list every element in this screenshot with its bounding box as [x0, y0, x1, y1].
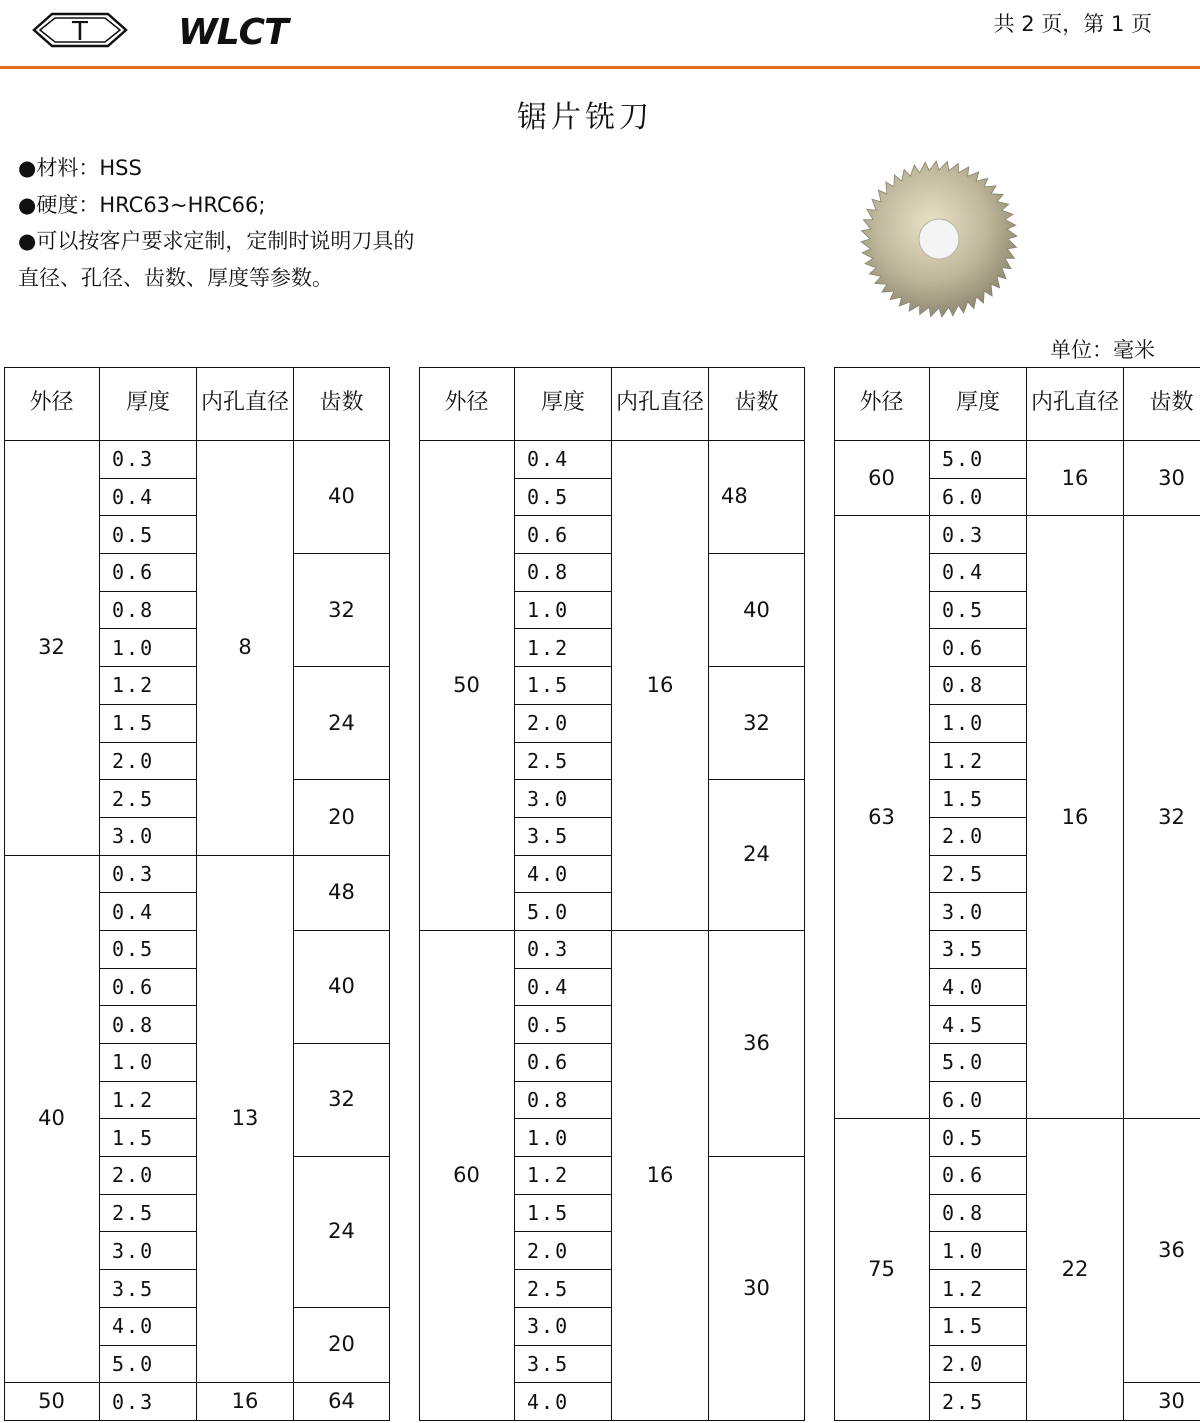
header-line: 厚度 [540, 390, 585, 416]
thickness-cell: 4.5 [930, 1006, 1027, 1044]
thickness-cell: 0.8 [515, 554, 612, 592]
thickness-cell: 3.5 [515, 818, 612, 856]
column-header-teeth [1124, 367, 1200, 441]
thickness-cell: 5.0 [930, 1044, 1027, 1082]
bore-diameter-cell: 16 [197, 1383, 294, 1421]
thickness-cell: 2.0 [100, 743, 197, 781]
logo-wordmark: WLCT [178, 12, 288, 53]
teeth-count-cell: 40 [294, 441, 390, 554]
teeth-count-cell: 20 [294, 780, 390, 855]
thickness-cell: 3.0 [100, 818, 197, 856]
teeth-count-cell: 36 [1124, 1119, 1200, 1383]
thickness-cell: 0.3 [100, 1383, 197, 1421]
column-header-outer-diameter [834, 367, 930, 441]
teeth-count-cell: 32 [294, 1044, 390, 1157]
teeth-count-cell: 30 [1124, 1383, 1200, 1421]
thickness-cell: 1.2 [515, 1157, 612, 1195]
header-line: 内孔 [200, 390, 245, 416]
thickness-cell: 1.5 [515, 1195, 612, 1233]
header-line: 齿数 [1149, 390, 1194, 416]
column-header-thickness [100, 367, 197, 441]
thickness-cell: 0.8 [100, 1006, 197, 1044]
column-header-teeth [294, 367, 390, 441]
thickness-cell: 1.2 [930, 743, 1027, 781]
teeth-count-cell: 24 [709, 780, 805, 931]
thickness-cell: 1.0 [930, 1232, 1027, 1270]
thickness-cell: 0.8 [515, 1082, 612, 1120]
bore-diameter-cell: 16 [1027, 441, 1124, 516]
header-line: 外径 [444, 390, 489, 416]
column-header-outer-diameter [4, 367, 100, 441]
thickness-cell: 0.6 [930, 629, 1027, 667]
column-header-bore-diameter [612, 367, 709, 441]
thickness-cell: 0.3 [930, 516, 1027, 554]
thickness-cell: 3.0 [515, 780, 612, 818]
thickness-cell: 1.0 [100, 629, 197, 667]
thickness-cell: 0.6 [515, 1044, 612, 1082]
outer-diameter-cell: 40 [4, 856, 100, 1384]
thickness-cell: 0.8 [100, 592, 197, 630]
teeth-count-cell: 32 [709, 667, 805, 780]
thickness-cell: 4.0 [930, 969, 1027, 1007]
thickness-cell: 0.5 [930, 592, 1027, 630]
bore-diameter-cell: 16 [1027, 516, 1124, 1119]
header-line: 直径 [245, 390, 290, 416]
thickness-cell: 2.5 [515, 1270, 612, 1308]
thickness-cell: 1.5 [100, 705, 197, 743]
teeth-count-cell: 36 [709, 931, 805, 1157]
thickness-cell: 0.4 [100, 479, 197, 517]
spec-custom-line1: ●可以按客户要求定制，定制时说明刀具的 [18, 229, 415, 253]
thickness-cell: 1.5 [930, 780, 1027, 818]
thickness-cell: 0.6 [515, 516, 612, 554]
thickness-cell: 4.0 [515, 1383, 612, 1421]
column-header-thickness [515, 367, 612, 441]
header-line: 外径 [859, 390, 904, 416]
outer-diameter-cell: 75 [834, 1119, 930, 1421]
header-line: 直径 [660, 390, 705, 416]
thickness-cell: 5.0 [930, 441, 1027, 479]
thickness-cell: 2.5 [930, 856, 1027, 894]
header-line: 直径 [1075, 390, 1120, 416]
logo-letter: T [72, 17, 88, 47]
thickness-cell: 3.0 [930, 893, 1027, 931]
bore-diameter-cell: 13 [197, 856, 294, 1384]
bore-diameter-cell: 8 [197, 441, 294, 856]
thickness-cell: 2.0 [930, 1346, 1027, 1384]
thickness-cell: 2.0 [515, 705, 612, 743]
outer-diameter-cell: 32 [4, 441, 100, 856]
header-line: 齿数 [734, 390, 779, 416]
thickness-cell: 1.2 [100, 667, 197, 705]
page-indicator: 共 2 页，第 1 页 [993, 12, 1152, 36]
thickness-cell: 3.5 [930, 931, 1027, 969]
thickness-cell: 0.8 [930, 667, 1027, 705]
teeth-count-cell: 40 [709, 554, 805, 667]
bore-diameter-cell: 22 [1027, 1119, 1124, 1421]
spec-material: ●材料：HSS [18, 156, 142, 180]
teeth-count-cell: 20 [294, 1308, 390, 1383]
thickness-cell: 1.0 [930, 705, 1027, 743]
thickness-cell: 0.5 [930, 1119, 1027, 1157]
column-header-teeth [709, 367, 805, 441]
teeth-count-cell: 40 [294, 931, 390, 1044]
thickness-cell: 0.8 [930, 1195, 1027, 1233]
column-header-bore-diameter [1027, 367, 1124, 441]
thickness-cell: 0.5 [100, 931, 197, 969]
outer-diameter-cell: 60 [419, 931, 515, 1421]
thickness-cell: 1.0 [515, 592, 612, 630]
teeth-count-cell: 32 [294, 554, 390, 667]
header-line: 内孔 [615, 390, 660, 416]
thickness-cell: 1.5 [930, 1308, 1027, 1346]
bore-diameter-cell: 16 [612, 441, 709, 931]
thickness-cell: 3.0 [100, 1232, 197, 1270]
thickness-cell: 3.5 [100, 1270, 197, 1308]
thickness-cell: 0.4 [515, 441, 612, 479]
thickness-cell: 3.0 [515, 1308, 612, 1346]
thickness-cell: 0.5 [515, 1006, 612, 1044]
thickness-cell: 4.0 [515, 856, 612, 894]
teeth-count-cell: 48 [294, 856, 390, 931]
thickness-cell: 2.5 [930, 1383, 1027, 1421]
teeth-count-cell: 48 [709, 441, 805, 554]
header-line: 内孔 [1030, 390, 1075, 416]
thickness-cell: 0.3 [100, 441, 197, 479]
bore-diameter-cell: 16 [612, 931, 709, 1421]
teeth-count-cell: 24 [294, 667, 390, 780]
outer-diameter-cell: 60 [834, 441, 930, 516]
column-header-outer-diameter [419, 367, 515, 441]
thickness-cell: 0.4 [515, 969, 612, 1007]
thickness-cell: 0.3 [100, 856, 197, 894]
thickness-cell: 6.0 [930, 479, 1027, 517]
thickness-cell: 0.4 [100, 893, 197, 931]
thickness-cell: 1.5 [515, 667, 612, 705]
header-line: 外径 [29, 390, 74, 416]
thickness-cell: 0.6 [100, 554, 197, 592]
thickness-cell: 0.6 [100, 969, 197, 1007]
thickness-cell: 5.0 [100, 1346, 197, 1384]
column-header-bore-diameter [197, 367, 294, 441]
column-header-thickness [930, 367, 1027, 441]
header-line: 厚度 [955, 390, 1000, 416]
thickness-cell: 0.5 [515, 479, 612, 517]
thickness-cell: 1.2 [100, 1082, 197, 1120]
spec-custom-line2: 直径、孔径、齿数、厚度等参数。 [18, 265, 333, 290]
thickness-cell: 0.4 [930, 554, 1027, 592]
teeth-count-cell: 30 [1124, 441, 1200, 516]
outer-diameter-cell: 50 [419, 441, 515, 931]
teeth-count-cell: 30 [709, 1157, 805, 1421]
thickness-cell: 5.0 [515, 893, 612, 931]
thickness-cell: 2.5 [515, 743, 612, 781]
teeth-count-cell: 32 [1124, 516, 1200, 1119]
thickness-cell: 0.6 [930, 1157, 1027, 1195]
thickness-cell: 6.0 [930, 1082, 1027, 1120]
thickness-cell: 0.5 [100, 516, 197, 554]
thickness-cell: 2.0 [930, 818, 1027, 856]
thickness-cell: 1.5 [100, 1119, 197, 1157]
thickness-cell: 1.0 [100, 1044, 197, 1082]
thickness-cell: 2.5 [100, 780, 197, 818]
thickness-cell: 2.0 [515, 1232, 612, 1270]
header-line: 厚度 [125, 390, 170, 416]
teeth-count-cell: 64 [294, 1383, 390, 1421]
outer-diameter-cell: 50 [4, 1383, 100, 1421]
thickness-cell: 1.2 [930, 1270, 1027, 1308]
thickness-cell: 4.0 [100, 1308, 197, 1346]
thickness-cell: 3.5 [515, 1346, 612, 1384]
page-title: 锯片铣刀 [517, 100, 653, 135]
header-line: 齿数 [319, 390, 364, 416]
outer-diameter-cell: 63 [834, 516, 930, 1119]
teeth-count-cell: 24 [294, 1157, 390, 1308]
thickness-cell: 2.0 [100, 1157, 197, 1195]
thickness-cell: 0.3 [515, 931, 612, 969]
thickness-cell: 1.2 [515, 629, 612, 667]
thickness-cell: 1.0 [515, 1119, 612, 1157]
thickness-cell: 2.5 [100, 1195, 197, 1233]
spec-hardness: ●硬度：HRC63~HRC66; [18, 192, 266, 217]
unit-label: 单位：毫米 [1050, 338, 1155, 362]
